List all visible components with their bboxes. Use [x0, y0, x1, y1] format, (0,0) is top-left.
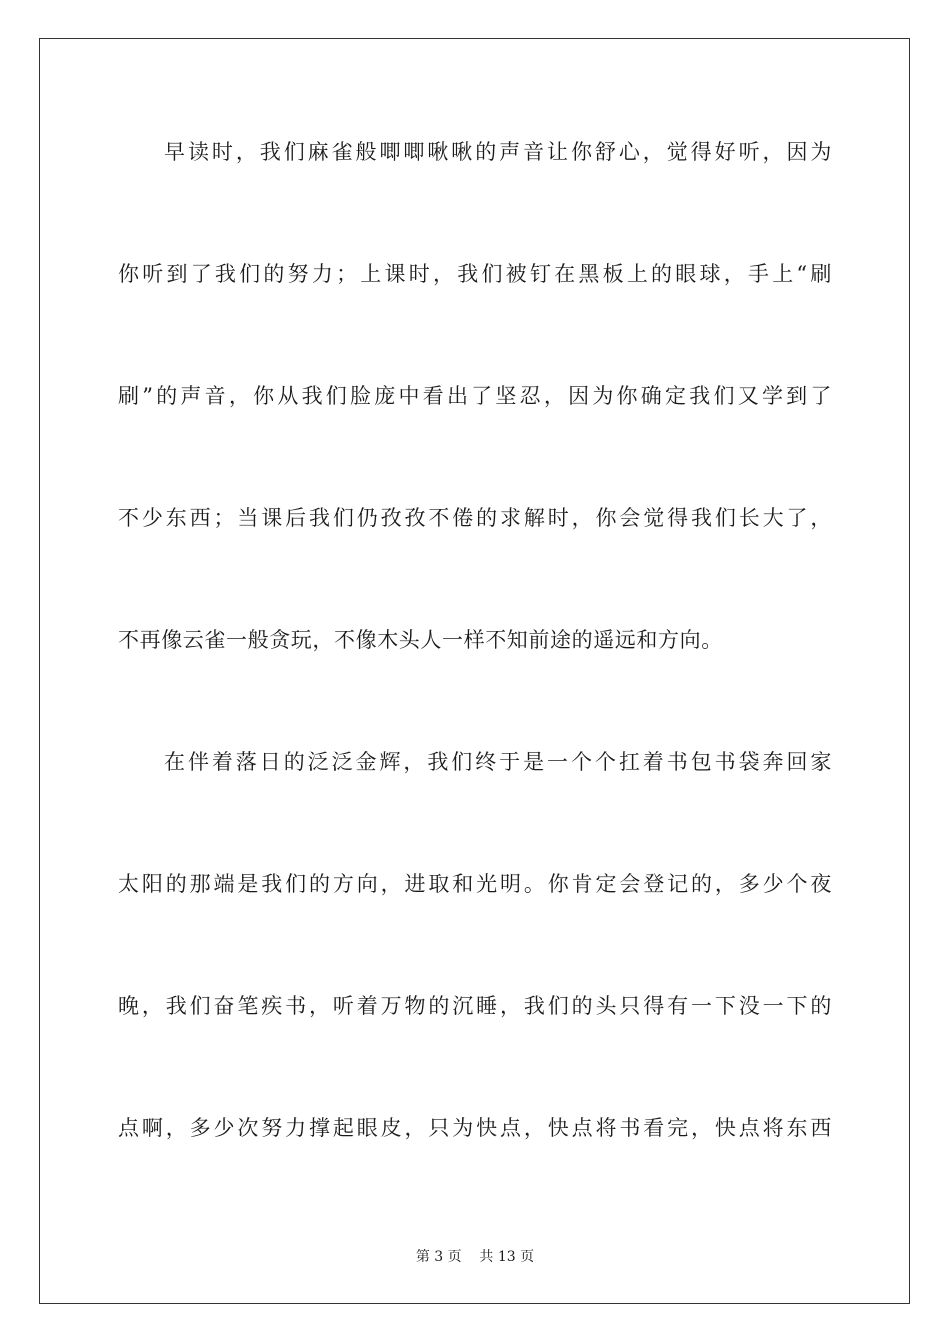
paragraph-1-line-1: 早读时，我们麻雀般唧唧啾啾的声音让你舒心，觉得好听，因为 [164, 140, 832, 164]
paragraph-2-line-3: 晚，我们奋笔疾书，听着万物的沉睡，我们的头只得有一下没一下的 [118, 994, 832, 1018]
paragraph-1-line-3: 刷”的声音，你从我们脸庞中看出了坚忍，因为你确定我们又学到了 [118, 384, 832, 408]
paragraph-1-line-5: 不再像云雀一般贪玩，不像木头人一样不知前途的遥远和方向。 [118, 628, 723, 652]
paragraph-2-line-1: 在伴着落日的泛泛金辉，我们终于是一个个扛着书包书袋奔回家 [164, 750, 832, 774]
paragraph-2-line-2: 太阳的那端是我们的方向，进取和光明。你肯定会登记的，多少个夜 [118, 872, 832, 896]
paragraph-2-line-4: 点啊，多少次努力撑起眼皮，只为快点，快点将书看完，快点将东西 [118, 1116, 832, 1140]
page-number-footer: 第 3 页 共 13 页 [415, 1249, 535, 1265]
paragraph-1-line-2: 你听到了我们的努力；上课时，我们被钉在黑板上的眼球，手上“刷 [118, 262, 832, 286]
paragraph-1-line-4: 不少东西；当课后我们仍孜孜不倦的求解时，你会觉得我们长大了， [118, 506, 832, 530]
